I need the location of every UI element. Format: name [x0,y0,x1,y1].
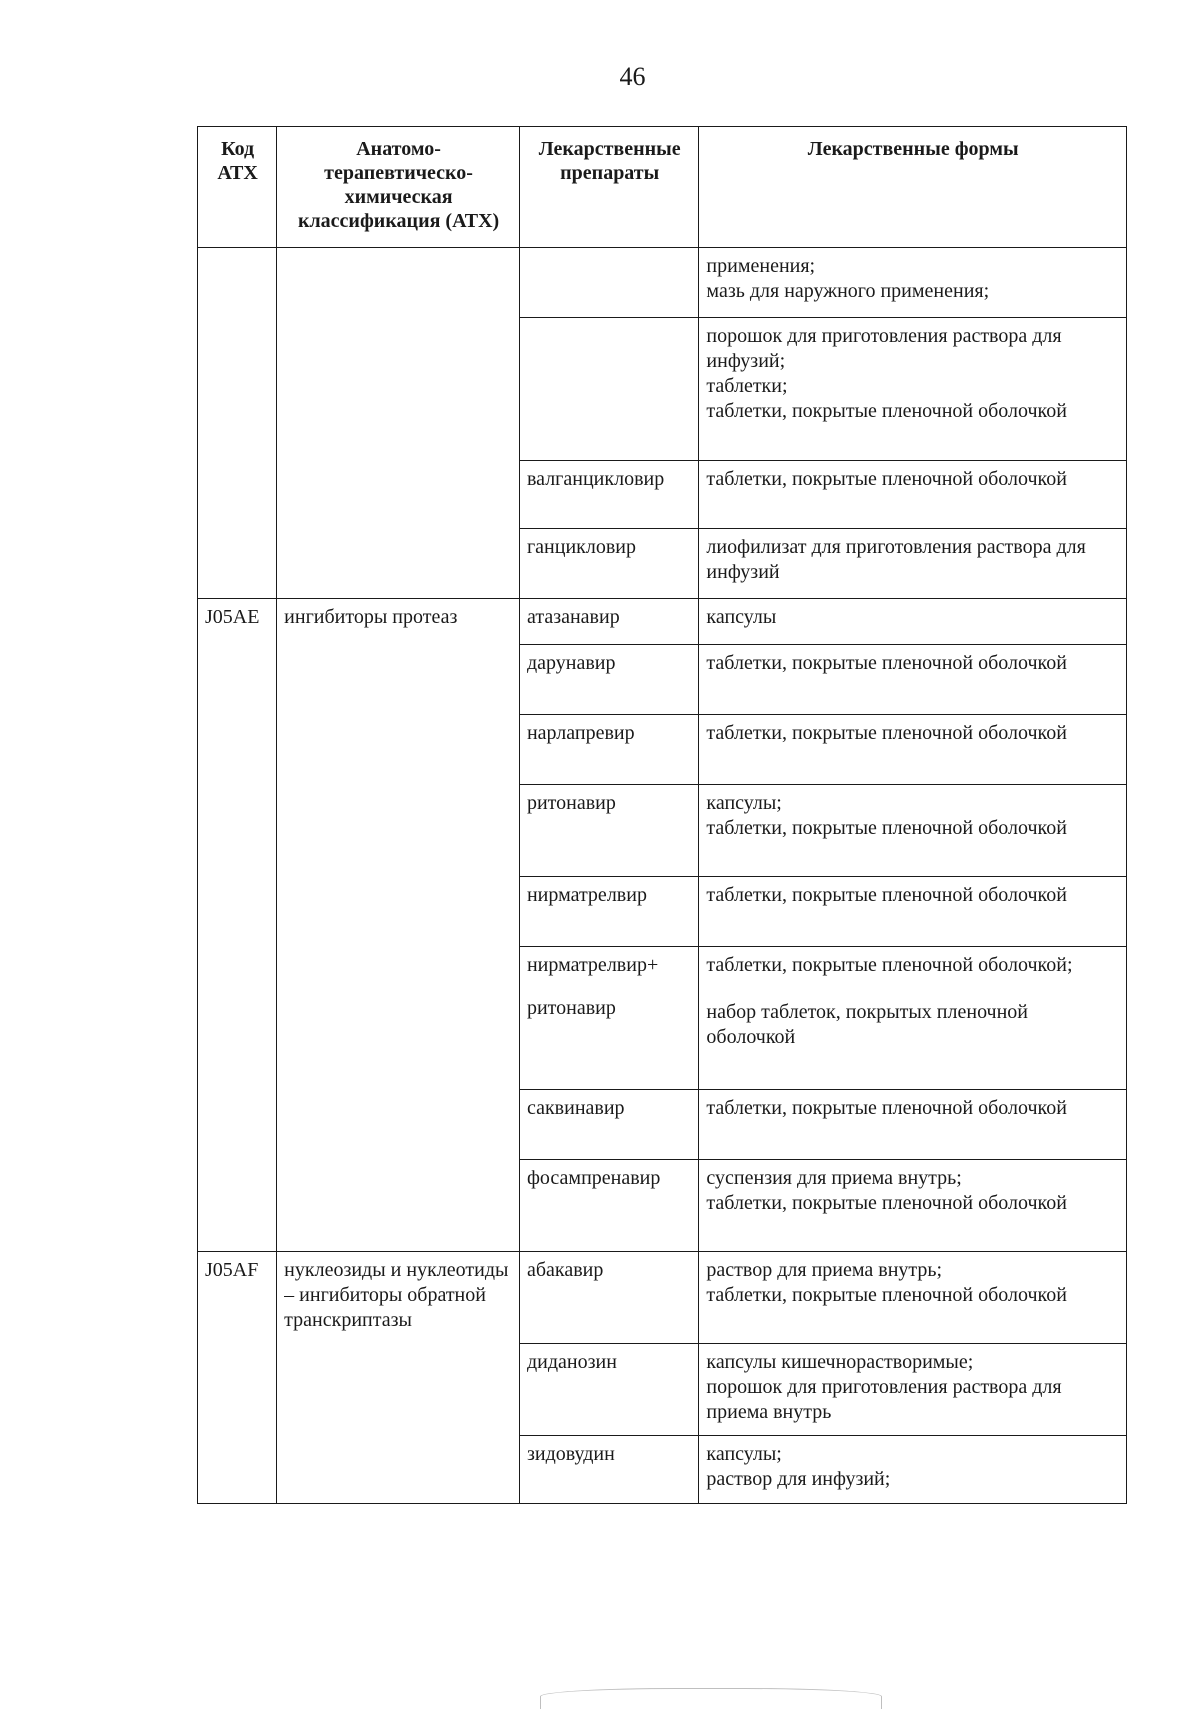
header-drugs: Лекарственные препараты [519,127,698,248]
header-forms: Лекарственные формы [699,127,1127,248]
table-header-row [198,127,1127,248]
table-row [198,248,1127,318]
dosage-form-line: раствор для инфузий; [706,1468,891,1490]
dosage-forms-cell [699,529,1127,599]
header-code: Код АТХ [198,127,277,248]
atx-code-cell: J05AE [198,599,277,1252]
table-row [198,1252,1127,1344]
drug-name-cell [519,318,698,461]
drug-name-cell: ганцикловир [519,529,698,599]
dosage-forms-cell [699,715,1127,785]
table-body [198,248,1127,1504]
drug-name-cell: зидовудин [519,1436,698,1504]
dosage-forms-cell [699,318,1127,461]
drug-name-cell: атазанавир [519,599,698,645]
drug-line-gap [527,978,692,996]
dosage-form-line: порошок для приготовления раствора для приема внутрь [706,1376,1062,1423]
page-number [0,62,1200,92]
atx-class-cell [277,248,520,599]
drug-name-cell: абакавир [519,1252,698,1344]
dosage-forms-cell [699,877,1127,947]
dosage-form-line: таблетки, покрытые пленочной оболочкой [706,652,1067,674]
drug-name-cell: ритонавир [519,785,698,877]
drug-name-line: ритонавир [526,997,616,1019]
dosage-form-line: капсулы кишечнорастворимые; [706,1351,974,1373]
dosage-forms-cell [699,645,1127,715]
atx-class-cell: нуклеозиды и нуклеотиды – ингибиторы обратной транскриптазы [277,1252,520,1504]
atx-code-cell: J05AF [198,1252,277,1504]
drug-name-cell: дарунавир [519,645,698,715]
dosage-form-line: капсулы [706,606,777,628]
dosage-form-line: таблетки, покрытые пленочной оболочкой [706,722,1067,744]
drug-name-cell [519,248,698,318]
dosage-form-line: таблетки; [706,375,788,397]
dosage-form-line: набор таблеток, покрытых пленочной оболочкой [706,1001,1029,1048]
dosage-form-line: капсулы; [706,792,782,814]
form-line-gap [706,978,1120,1000]
dosage-form-line: таблетки, покрытые пленочной оболочкой [706,1097,1067,1119]
dosage-form-line: капсулы; [706,1443,782,1465]
dosage-forms-cell [699,785,1127,877]
page-number-text: 46 [619,62,646,91]
drug-name-cell: саквинавир [519,1090,698,1160]
drug-name-cell: нирматрелвир [519,877,698,947]
dosage-form-line: мазь для наружного применения; [706,280,990,302]
dosage-form-line: таблетки, покрытые пленочной оболочкой [706,1192,1067,1214]
header-class: Анатомо-терапевтическо-химическая классификация (АТХ) [277,127,520,248]
dosage-form-line: таблетки, покрытые пленочной оболочкой [706,817,1067,839]
dosage-forms-cell [699,1436,1127,1504]
footer-decorative-mark [540,1688,882,1709]
dosage-form-line: таблетки, покрытые пленочной оболочкой [706,400,1067,422]
dosage-form-line: таблетки, покрытые пленочной оболочкой; [706,954,1073,976]
dosage-forms-cell [699,1090,1127,1160]
dosage-forms-cell [699,599,1127,645]
dosage-form-line: таблетки, покрытые пленочной оболочкой [706,1284,1067,1306]
dosage-forms-cell [699,1344,1127,1436]
drug-name-cell: диданозин [519,1344,698,1436]
drug-name-cell: валганцикловир [519,461,698,529]
drug-name-line: нирматрелвир+ [526,954,659,976]
drug-name-cell [519,947,698,1090]
dosage-forms-cell [699,248,1127,318]
dosage-form-line: раствор для приема внутрь; [706,1259,943,1281]
atx-code-cell [198,248,277,599]
dosage-form-line: таблетки, покрытые пленочной оболочкой [706,884,1067,906]
table-row [198,599,1127,645]
dosage-form-line: лиофилизат для приготовления раствора для инфузий [706,536,1086,583]
dosage-forms-cell [699,461,1127,529]
dosage-forms-cell [699,1160,1127,1252]
drug-name-cell: нарлапревир [519,715,698,785]
atx-class-cell: ингибиторы протеаз [277,599,520,1252]
dosage-form-line: применения; [706,255,816,277]
atx-drug-table [197,126,1127,1504]
dosage-forms-cell [699,947,1127,1090]
dosage-form-line: таблетки, покрытые пленочной оболочкой [706,468,1067,490]
drug-name-cell: фосампренавир [519,1160,698,1252]
dosage-form-line: суспензия для приема внутрь; [706,1167,962,1189]
dosage-form-line: порошок для приготовления раствора для инфузий; [706,325,1062,372]
dosage-forms-cell [699,1252,1127,1344]
